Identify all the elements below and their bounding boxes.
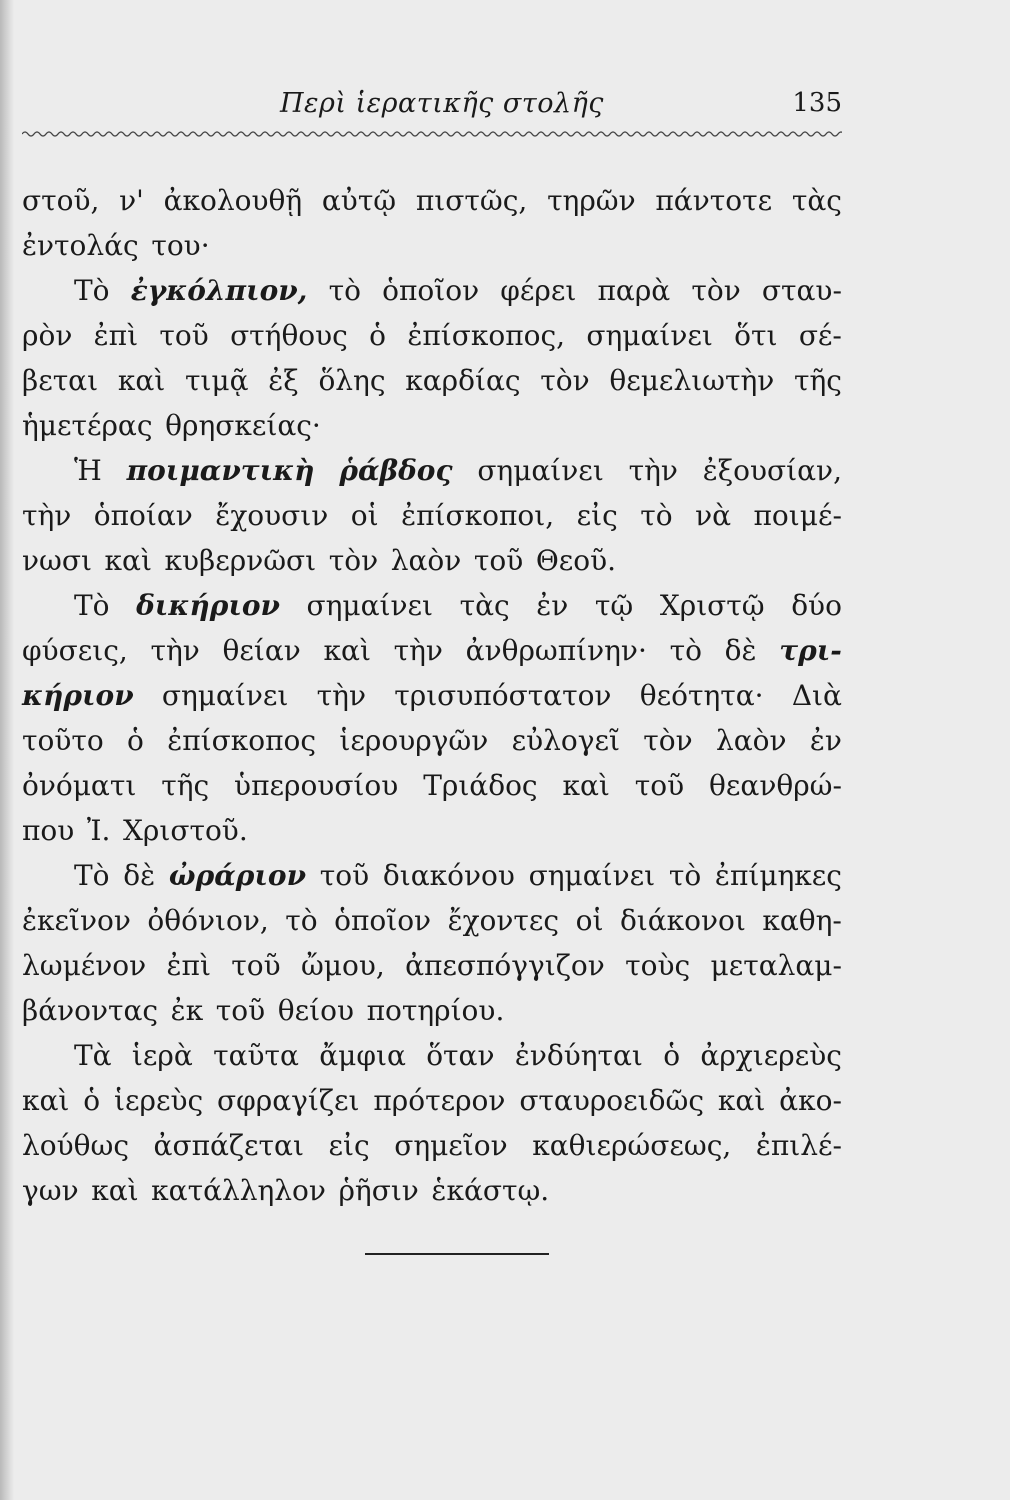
word: ἐπίσκοποι, [401, 499, 555, 532]
word: τὴν [316, 679, 366, 712]
text-line [22, 673, 842, 718]
word: ἡμετέρας [22, 409, 153, 442]
emphasized-term: δικήριον [136, 589, 280, 622]
text-line [22, 268, 842, 313]
end-rule [365, 1253, 549, 1255]
text-line [22, 178, 842, 223]
word: τοῦ [473, 544, 524, 577]
word: ὁ [663, 1039, 681, 1072]
word: ὁποίαν [93, 499, 193, 532]
text-line [22, 1123, 842, 1168]
word: ἀσπάζεται [153, 1129, 304, 1162]
word: ἀκο- [779, 1084, 842, 1117]
binding-edge [0, 0, 14, 1500]
word: τὸ [328, 274, 361, 307]
word: βεται [22, 364, 99, 397]
word: μεταλαμ- [710, 949, 842, 982]
word: ἐν [809, 724, 842, 757]
word: εὐλογεῖ [511, 724, 620, 757]
word: σημαίνει [477, 454, 604, 487]
word: οἱ [575, 904, 604, 937]
word: ὁ [83, 1084, 101, 1117]
word: ῥῆσιν [338, 1174, 419, 1207]
word: ὤμου, [300, 949, 385, 982]
word: Ἰ. [86, 814, 111, 847]
word: κυβερνῶσι [164, 544, 317, 577]
word: ταῦτα [213, 1039, 299, 1072]
word: ἀρχιερεὺς [700, 1039, 842, 1072]
word: ἐπίσκοπος [167, 724, 317, 757]
word: ἐξ [268, 364, 299, 397]
text-line [22, 223, 842, 268]
word: εἰς [576, 499, 618, 532]
word: τὸ [285, 904, 318, 937]
text-line [22, 1033, 842, 1078]
word: Τὸ [74, 274, 110, 307]
word: τοὺς [625, 949, 691, 982]
text-line [22, 763, 842, 808]
word: ὁποῖον [334, 904, 432, 937]
word: ἐπίσκοπος, [407, 319, 566, 352]
word: λαὸν [715, 724, 787, 757]
word: τὸν [540, 364, 590, 397]
word: θεότητα· [639, 679, 764, 712]
word: σημαίνει [161, 679, 289, 712]
word: βάνοντας [22, 994, 159, 1027]
word: νωσι [22, 544, 92, 577]
word: ὁ [127, 724, 144, 757]
word: τρισυπόστατον [394, 679, 612, 712]
word: τοῦ [159, 319, 209, 352]
text-line [22, 583, 842, 628]
word: λωμένον [22, 949, 147, 982]
word: τὴν [628, 454, 678, 487]
word: καὶ [117, 364, 166, 397]
text-line [22, 988, 842, 1033]
text-line [22, 1168, 842, 1213]
text-line [22, 448, 842, 493]
word: διακόνου [382, 859, 515, 892]
word: καὶ [717, 1084, 766, 1117]
word: Χριστοῦ. [122, 814, 248, 847]
word: στήθους [230, 319, 348, 352]
word: καὶ [22, 1084, 70, 1117]
emphasized-term: ἐγκόλπιον, [130, 274, 308, 307]
word: στοῦ, [22, 184, 100, 217]
word: ἑκάστῳ. [431, 1174, 550, 1207]
word: ὁ [369, 319, 387, 352]
word: ἐπὶ [93, 319, 139, 352]
text-line [22, 808, 842, 853]
word: τὸν [643, 724, 693, 757]
word: λαὸν [390, 544, 462, 577]
word: σημαίνει [528, 859, 656, 892]
text-line [22, 493, 842, 538]
word: ὅταν [426, 1039, 495, 1072]
word: ἐξουσίαν, [702, 454, 842, 487]
word: τὰς [791, 184, 842, 217]
word: τοῦ [634, 769, 685, 802]
word: τὸ [640, 499, 673, 532]
text-line [22, 898, 842, 943]
word: Τὰ [74, 1039, 112, 1072]
word: τοῦ [319, 859, 370, 892]
word: ἀνθρωπίνην· [465, 634, 647, 667]
word: ἀπεσπόγγιζον [405, 949, 605, 982]
word: ὀνόματι [22, 769, 137, 802]
word: ἐπιλέ- [755, 1129, 842, 1162]
word: θεανθρώ- [709, 769, 842, 802]
word: καὶ [91, 1174, 139, 1207]
word: σταυροειδῶς [519, 1084, 705, 1117]
word: ἔχοντες [447, 904, 560, 937]
word: ποιμέ- [753, 499, 842, 532]
word: τὴν [150, 634, 200, 667]
word: τὴν [393, 634, 443, 667]
book-page [22, 0, 842, 1500]
word: ρὸν [22, 319, 73, 352]
word: σφραγίζει [217, 1084, 360, 1117]
word: παρὰ [597, 274, 671, 307]
word: Τὸ [74, 859, 110, 892]
running-title: Περὶ ἱερατικῆς στολῆς [280, 88, 604, 119]
word: ἐκ [170, 994, 204, 1027]
text-line [22, 943, 842, 988]
word: τῆς [161, 769, 210, 802]
word: τοῦ [215, 994, 266, 1027]
word: καθιερώσεως, [532, 1129, 732, 1162]
word: ὑπερουσίου [234, 769, 399, 802]
emphasized-term: τρι- [779, 634, 842, 667]
word: ὅτι [734, 319, 778, 352]
word: σταυ- [761, 274, 842, 307]
word: ἐπίμηκες [714, 859, 842, 892]
word: ἐπὶ [166, 949, 211, 982]
word: σημαίνει [306, 589, 434, 622]
wavy-rule [22, 128, 842, 140]
word: ἐντολάς [22, 229, 139, 262]
word: καὶ [562, 769, 610, 802]
word: καὶ [104, 544, 152, 577]
word: τηρῶν [547, 184, 636, 217]
word: ἀκολουθῇ [163, 184, 303, 217]
word: ν' [119, 184, 144, 217]
text-line [22, 1078, 842, 1123]
word: θείου [277, 994, 354, 1027]
emphasized-term: ποιμαντικὴ [126, 454, 315, 487]
word: διάκονοι [619, 904, 746, 937]
word: δὲ [123, 859, 156, 892]
word: τὸν [691, 274, 741, 307]
text-line [22, 538, 842, 583]
word: ἱερουργῶν [339, 724, 489, 757]
word: τὸν [328, 544, 379, 577]
word: Θεοῦ. [535, 544, 617, 577]
emphasized-term: ὠράριον [168, 859, 307, 892]
word: δὲ [724, 634, 757, 667]
word: Τριάδος [423, 769, 538, 802]
word: σημεῖον [394, 1129, 508, 1162]
word: τοῦτο [22, 724, 104, 757]
word: τῆς [794, 364, 842, 397]
word: καὶ [323, 634, 371, 667]
word: σημαίνει [586, 319, 713, 352]
word: ἐκεῖνον [22, 904, 131, 937]
word: θεμελιωτὴν [609, 364, 775, 397]
word: τιμᾷ [184, 364, 249, 397]
word: τὸ [668, 859, 702, 892]
word: ἱερὰ [131, 1039, 193, 1072]
body-text [22, 178, 842, 1213]
word: Ἡ [74, 454, 102, 487]
word: ποτηρίου. [366, 994, 505, 1027]
word: ἐν [536, 589, 569, 622]
word: ἐνδύηται [514, 1039, 643, 1072]
text-line [22, 853, 842, 898]
word: νὰ [695, 499, 732, 532]
word: αὐτῷ [321, 184, 397, 217]
word: πιστῶς, [415, 184, 528, 217]
word: τὸ [669, 634, 702, 667]
word: ὀθόνιον, [147, 904, 269, 937]
text-line [22, 628, 842, 673]
running-head [22, 88, 842, 128]
word: ἄμφια [319, 1039, 406, 1072]
word: τῷ [594, 589, 634, 622]
word: καθη- [762, 904, 842, 937]
word: δύο [791, 589, 842, 622]
word: σέ- [798, 319, 842, 352]
word: πάντοτε [655, 184, 773, 217]
emphasized-term: ῥάβδος [339, 454, 453, 487]
text-line [22, 403, 842, 448]
word: θείαν [222, 634, 301, 667]
word: οἱ [350, 499, 379, 532]
word: Διὰ [791, 679, 842, 712]
word: εἰς [328, 1129, 370, 1162]
word: ἱερεὺς [114, 1084, 204, 1117]
page-number: 135 [792, 88, 842, 118]
word: κατάλληλον [151, 1174, 326, 1207]
word: γων [22, 1174, 79, 1207]
word: που [22, 814, 75, 847]
emphasized-term: κήριον [22, 679, 134, 712]
word: λούθως [22, 1129, 129, 1162]
word: ὁποῖον [382, 274, 480, 307]
word: Χριστῷ [659, 589, 765, 622]
word: ὅλης [318, 364, 386, 397]
word: του· [151, 229, 210, 262]
text-line [22, 718, 842, 763]
word: ἔχουσιν [215, 499, 329, 532]
text-line [22, 358, 842, 403]
text-line [22, 313, 842, 358]
word: πρότερον [373, 1084, 506, 1117]
word: τὰς [459, 589, 510, 622]
word: Τὸ [74, 589, 110, 622]
word: καρδίας [405, 364, 521, 397]
word: θρησκείας· [165, 409, 321, 442]
word: φύσεις, [22, 634, 128, 667]
word: φέρει [500, 274, 577, 307]
word: τὴν [22, 499, 72, 532]
word: τοῦ [231, 949, 281, 982]
